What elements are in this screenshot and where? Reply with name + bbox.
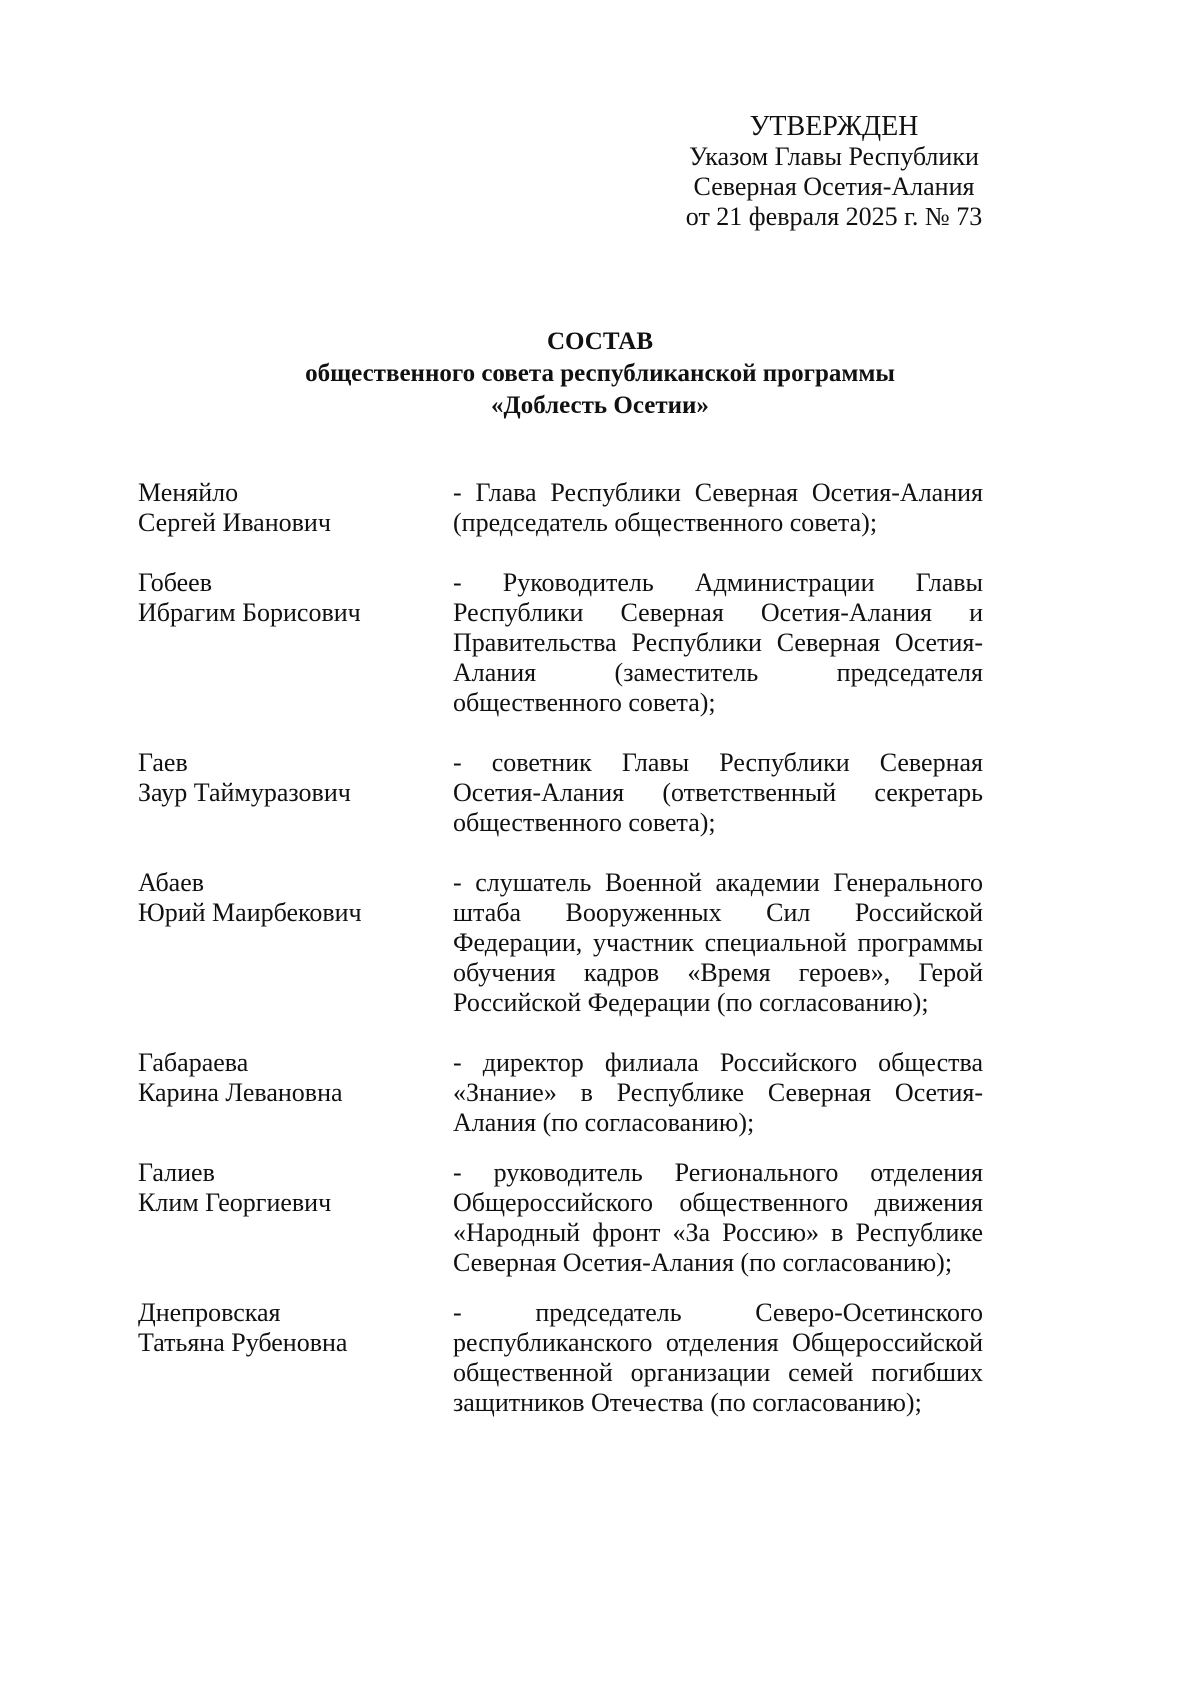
member-role-line: общественного совета); <box>453 688 716 717</box>
member-role-line: (председатель общественного совета); <box>453 508 878 537</box>
title-main: СОСТАВ <box>546 328 654 355</box>
member-role-line: - председатель Северо-Осетинского <box>453 1298 983 1327</box>
approval-heading: УТВЕРЖДЕН <box>749 111 919 142</box>
member-role <box>453 1158 983 1278</box>
document-title <box>0 326 1200 422</box>
member-surname: Гобеев <box>138 568 212 597</box>
member-name <box>138 1048 438 1108</box>
member-name <box>138 478 438 538</box>
member-given: Сергей Иванович <box>138 508 331 537</box>
member-role <box>453 1048 983 1138</box>
member-role-line: Алания (по согласованию); <box>453 1108 755 1137</box>
member-role-line: - директор филиала Российского общества <box>453 1048 983 1077</box>
member-role-line: Российской Федерации (по согласованию); <box>453 988 929 1017</box>
member-surname: Абаев <box>138 868 205 897</box>
member-given: Татьяна Рубеновна <box>138 1328 348 1357</box>
member-role-line: общественного совета); <box>453 808 716 837</box>
member-role <box>453 478 983 538</box>
member-role-line: - Глава Республики Северная Осетия-Алания <box>453 478 983 507</box>
member-role-line: Осетия-Алания (ответственный секретарь <box>453 778 983 807</box>
member-role-line: «Народный фронт «За Россию» в Республике <box>453 1218 983 1247</box>
member-surname: Меняйло <box>138 478 239 507</box>
member-given: Карина Левановна <box>138 1078 343 1107</box>
member-role-line: Северная Осетия-Алания (по согласованию); <box>453 1248 953 1277</box>
member-name <box>138 568 438 628</box>
member-role <box>453 868 983 1018</box>
member-role-line: - руководитель Регионального отделения <box>453 1158 983 1187</box>
member-role-line: Правительства Республики Северная Осетия- <box>453 628 983 657</box>
approval-line: от 21 февраля 2025 г. № 73 <box>685 202 983 231</box>
approval-line: Указом Главы Республики <box>689 142 979 171</box>
member-surname: Днепровская <box>138 1298 281 1327</box>
member-role-line: обучения кадров «Время героев», Герой <box>453 958 983 987</box>
member-role-line: - слушатель Военной академии Генерального <box>453 868 983 897</box>
member-surname: Галиев <box>138 1158 215 1187</box>
member-surname: Гаев <box>138 748 188 777</box>
member-role-line: - Руководитель Администрации Главы <box>453 568 983 597</box>
approval-line: Северная Осетия-Алания <box>693 172 975 201</box>
member-given: Заур Таймуразович <box>138 778 351 807</box>
member-surname: Габараева <box>138 1048 249 1077</box>
member-role-line: общественной организации семей погибших <box>453 1358 983 1387</box>
member-name <box>138 1158 438 1218</box>
member-given: Юрий Маирбекович <box>138 898 362 927</box>
title-subtitle: общественного совета республиканской программы <box>305 360 895 387</box>
member-role-line: «Знание» в Республике Северная Осетия- <box>453 1078 983 1107</box>
member-role-line: - советник Главы Республики Северная <box>453 748 983 777</box>
member-role-line: Федерации, участник специальной программы <box>453 928 983 957</box>
member-role <box>453 748 983 838</box>
member-role-line: Общероссийского общественного движения <box>453 1188 983 1217</box>
member-role-line: Алания (заместитель председателя <box>453 658 983 687</box>
member-name <box>138 748 438 808</box>
title-program-name: «Доблесть Осетии» <box>491 392 709 419</box>
member-role <box>453 568 983 718</box>
member-role-line: защитников Отечества (по согласованию); <box>453 1388 922 1417</box>
member-role-line: Республики Северная Осетия-Алания и <box>453 598 983 627</box>
member-role <box>453 1298 983 1418</box>
member-role-line: республиканского отделения Общероссийской <box>453 1328 983 1357</box>
member-name <box>138 868 438 928</box>
member-given: Клим Георгиевич <box>138 1188 332 1217</box>
member-given: Ибрагим Борисович <box>138 598 361 627</box>
member-role-line: штаба Вооруженных Сил Российской <box>453 898 983 927</box>
approval-stamp <box>660 112 1008 232</box>
member-name <box>138 1298 438 1358</box>
